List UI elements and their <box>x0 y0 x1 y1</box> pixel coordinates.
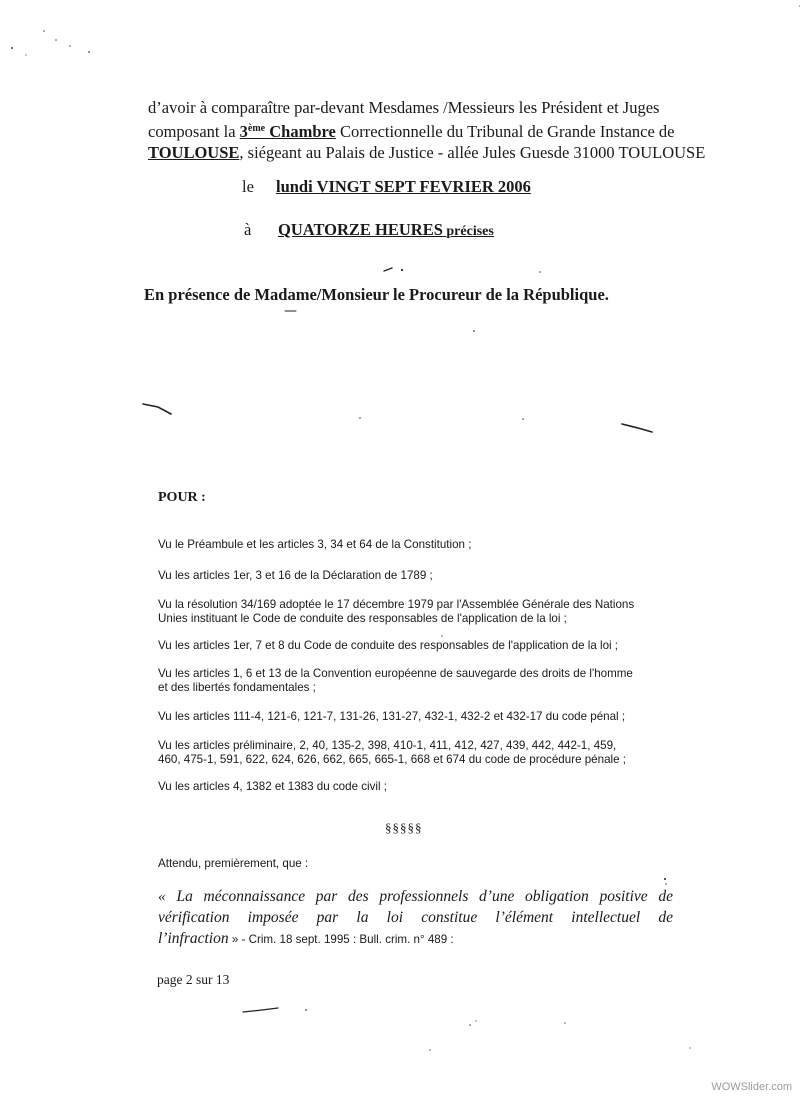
chamber-number: 3 <box>239 122 248 141</box>
list-item-line: Vu les articles 1er, 7 et 8 du Code de conduite des responsables de l'application de la loi ; <box>158 639 619 652</box>
hearing-time-suffix-text: précises <box>446 224 494 239</box>
chamber-name <box>240 122 336 141</box>
hearing-time-label: à <box>244 220 252 239</box>
list-item-line: Vu les articles préliminaire, 2, 40, 135-2, 398, 410-1, 411, 412, 427, 439, 442, 442-1, 459, <box>158 739 617 752</box>
intro-line-2-post: Correctionnelle du Tribunal de Grande Instance de <box>335 122 675 141</box>
page-number: page 2 sur 13 <box>157 972 230 987</box>
chamber-word: Chambre <box>265 122 336 141</box>
quote-line-1 <box>158 886 673 907</box>
prosecutor-presence: En présence de Madame/Monsieur le Procureur de la République. <box>144 285 609 304</box>
quote-citation: » - Crim. 18 sept. 1995 : Bull. crim. n° 489 : <box>228 933 454 946</box>
court-city: TOULOUSE <box>148 143 240 162</box>
list-item <box>158 667 678 694</box>
list-item-line: Vu le Préambule et les articles 3, 34 et 64 de la Constitution ; <box>158 538 472 551</box>
hearing-time <box>244 220 494 240</box>
list-item-line: Unies instituant le Code de conduite des responsables de l'application de la loi ; <box>158 611 567 625</box>
list-item-line: et des libertés fondamentales ; <box>158 680 316 694</box>
hearing-time-suffix <box>443 224 494 239</box>
intro-line-2 <box>148 118 748 142</box>
quote-line-1-text: « La méconnaissance par des professionnels d’une obligation positive de <box>158 888 673 905</box>
list-item-line: Vu les articles 1, 6 et 13 de la Convention européenne de sauvegarde des droits de l'homme <box>158 667 633 680</box>
list-item <box>158 538 678 552</box>
intro-line-2-pre: composant la <box>148 122 240 141</box>
list-item-line: 460, 475-1, 591, 622, 624, 626, 662, 665, 665-1, 668 et 674 du code de procédure pénale ; <box>158 752 626 766</box>
hearing-time-value: QUATORZE HEURES <box>278 220 443 239</box>
list-item-line: Vu la résolution 34/169 adoptée le 17 décembre 1979 par l'Assemblée Générale des Nations <box>158 598 635 611</box>
list-item <box>158 710 678 724</box>
list-item <box>158 598 678 625</box>
watermark: WOWSlider.com <box>711 1081 792 1093</box>
section-separator: §§§§§ <box>385 820 423 835</box>
list-item-line: Vu les articles 1er, 3 et 16 de la Déclaration de 1789 ; <box>158 569 433 582</box>
hearing-date-label: le <box>242 177 254 196</box>
summons-intro <box>148 97 748 163</box>
attendu-heading: Attendu, premièrement, que : <box>158 857 309 870</box>
list-item-line: Vu les articles 111-4, 121-6, 121-7, 131-26, 131-27, 432-1, 432-2 et 432-17 du code pénal ; <box>158 710 626 723</box>
chamber-ordinal: ème <box>247 123 266 134</box>
hearing-date <box>242 177 531 197</box>
intro-line-3-post: , siégeant au Palais de Justice - allée Jules Guesde 31000 TOULOUSE <box>239 143 706 162</box>
intro-line-1: d’avoir à comparaître par-devant Mesdames /Messieurs les Président et Juges <box>148 98 660 117</box>
quote-line-2 <box>158 907 673 928</box>
list-item <box>158 639 678 653</box>
hearing-date-value: lundi VINGT SEPT FEVRIER 2006 <box>276 177 531 196</box>
quote-line-3-text: l’infraction <box>158 930 229 947</box>
quote-line-3 <box>158 928 673 950</box>
section-heading-pour: POUR : <box>158 490 206 505</box>
quote-line-2-text: vérification imposée par la loi constitue l’élément intellectuel de <box>158 909 673 926</box>
list-item <box>158 739 678 766</box>
intro-line-3 <box>148 142 748 163</box>
list-item <box>158 780 678 794</box>
list-item-line: Vu les articles 4, 1382 et 1383 du code civil ; <box>158 780 388 793</box>
list-item <box>158 569 678 583</box>
jurisprudence-quote <box>158 886 673 950</box>
